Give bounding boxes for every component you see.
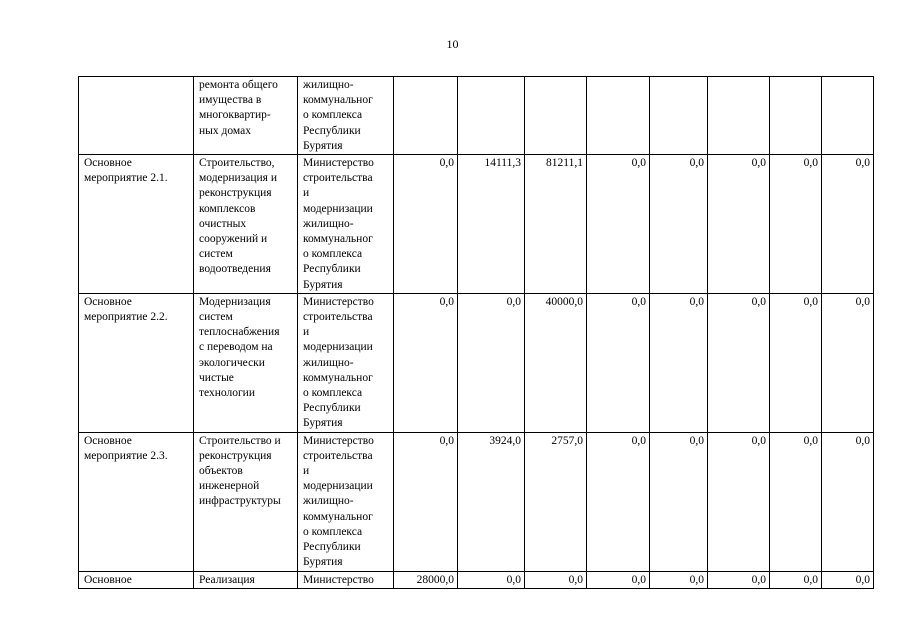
value-cell: 0,0 xyxy=(458,293,525,432)
value-cell: 0,0 xyxy=(587,571,650,588)
table-row xyxy=(79,77,874,155)
value-cell xyxy=(587,77,650,155)
responsible-executor-cell: Министерство строительства и модернизации жилищно- коммунальног о комплекса Республики Бурятия xyxy=(298,155,394,294)
value-cell xyxy=(770,77,822,155)
value-cell: 0,0 xyxy=(650,432,708,571)
table-row xyxy=(79,432,874,571)
value-cell: 0,0 xyxy=(394,293,458,432)
value-cell: 0,0 xyxy=(822,571,874,588)
activity-description-cell: Строительство и реконструкция объектов инженерной инфраструктуры xyxy=(194,432,298,571)
value-cell: 14111,3 xyxy=(458,155,525,294)
value-cell: 3924,0 xyxy=(458,432,525,571)
activity-description-cell: Модернизация систем теплоснабжения с переводом на экологически чистые технологии xyxy=(194,293,298,432)
value-cell: 0,0 xyxy=(770,293,822,432)
activity-description-cell: ремонта общего имущества в многоквартир- ных домах xyxy=(194,77,298,155)
value-cell: 0,0 xyxy=(822,432,874,571)
value-cell: 0,0 xyxy=(708,571,770,588)
value-cell: 0,0 xyxy=(458,571,525,588)
value-cell: 0,0 xyxy=(650,571,708,588)
page-number: 10 xyxy=(446,37,459,51)
activity-name-cell: Основное мероприятие 2.2. xyxy=(79,293,194,432)
responsible-executor-cell: Министерство строительства и модернизации жилищно- коммунальног о комплекса Республики Бурятия xyxy=(298,293,394,432)
value-cell: 0,0 xyxy=(394,432,458,571)
activity-description-cell: Строительство, модернизация и реконструкция комплексов очистных сооружений и систем водоотведения xyxy=(194,155,298,294)
responsible-executor-cell: Министерство строительства и модернизации жилищно- коммунальног о комплекса Республики Бурятия xyxy=(298,432,394,571)
value-cell: 0,0 xyxy=(708,293,770,432)
value-cell: 0,0 xyxy=(525,571,587,588)
value-cell: 81211,1 xyxy=(525,155,587,294)
value-cell: 0,0 xyxy=(394,155,458,294)
value-cell xyxy=(458,77,525,155)
value-cell: 0,0 xyxy=(650,293,708,432)
value-cell: 0,0 xyxy=(770,432,822,571)
value-cell xyxy=(525,77,587,155)
value-cell: 0,0 xyxy=(770,571,822,588)
value-cell: 0,0 xyxy=(587,155,650,294)
table-row xyxy=(79,155,874,294)
value-cell: 0,0 xyxy=(650,155,708,294)
value-cell: 0,0 xyxy=(587,293,650,432)
table-row xyxy=(79,571,874,588)
activity-name-cell: Основное мероприятие 2.1. xyxy=(79,155,194,294)
table-body xyxy=(79,77,874,589)
activity-description-cell: Реализация xyxy=(194,571,298,588)
activity-name-cell xyxy=(79,77,194,155)
value-cell: 40000,0 xyxy=(525,293,587,432)
value-cell: 2757,0 xyxy=(525,432,587,571)
activity-name-cell: Основное xyxy=(79,571,194,588)
program-activities-table xyxy=(78,76,874,589)
value-cell: 0,0 xyxy=(587,432,650,571)
value-cell: 0,0 xyxy=(822,155,874,294)
value-cell: 0,0 xyxy=(822,293,874,432)
responsible-executor-cell: жилищно- коммунальног о комплекса Республики Бурятия xyxy=(298,77,394,155)
value-cell xyxy=(394,77,458,155)
value-cell: 28000,0 xyxy=(394,571,458,588)
value-cell xyxy=(708,77,770,155)
value-cell: 0,0 xyxy=(770,155,822,294)
activity-name-cell: Основное мероприятие 2.3. xyxy=(79,432,194,571)
value-cell xyxy=(822,77,874,155)
responsible-executor-cell: Министерство xyxy=(298,571,394,588)
value-cell: 0,0 xyxy=(708,432,770,571)
value-cell xyxy=(650,77,708,155)
value-cell: 0,0 xyxy=(708,155,770,294)
table-row xyxy=(79,293,874,432)
